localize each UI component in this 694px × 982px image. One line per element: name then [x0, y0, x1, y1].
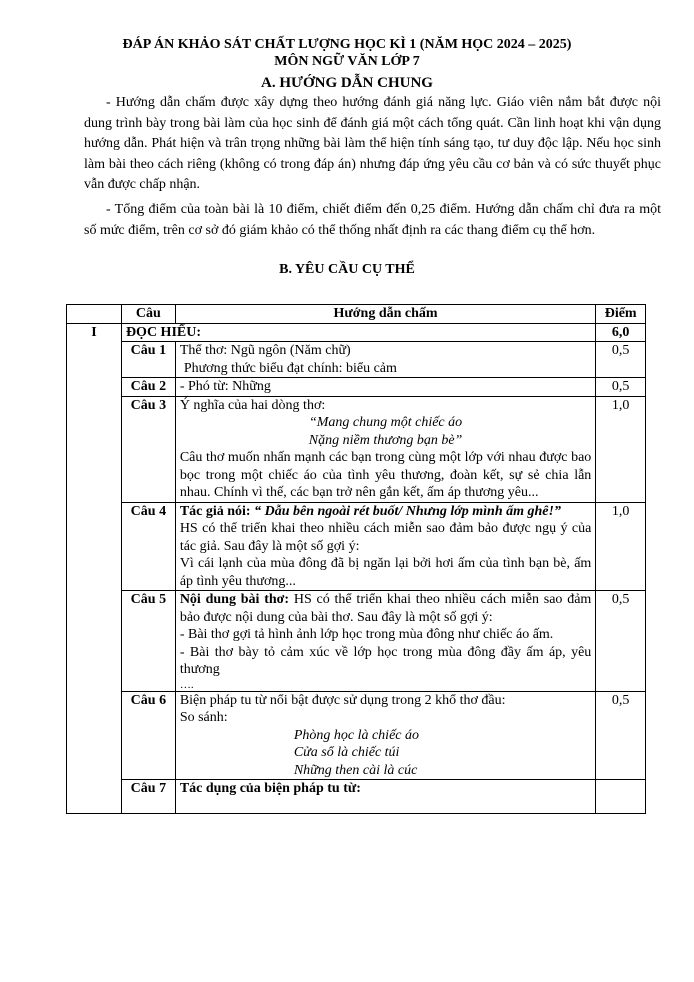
answer-cell [175, 780, 596, 814]
header-part [67, 305, 122, 324]
table-row [67, 378, 646, 397]
part-score: 6,0 [596, 323, 646, 342]
answer-line: Thể thơ: Ngũ ngôn (Năm chữ) [179, 343, 351, 358]
answer-bullet: - Bài thơ gợi tả hình ảnh lớp học trong mùa đông như chiếc áo ấm. [179, 627, 554, 642]
section-b-heading: B. YÊU CẦU CỤ THỂ [279, 262, 415, 277]
question-label: Câu 6 [121, 691, 175, 780]
answer-line: - Phó từ: Những [179, 379, 271, 394]
general-guidance-paragraph-1: - Hướng dẫn chấm được xây dựng theo hướng đánh giá năng lực. Giáo viên nắm bắt được nội dung trình bày trong bài làm của học sinh để đánh giá một cách tổng quát. Cần linh hoạt khi vận dụng hướng dẫn. Phát hiện và trân trọng những bài làm thể hiện tính sáng tạo, tư duy độc lập. Nếu học sinh làm bài theo cách riêng (không có trong đáp án) nhưng đáp ứng yêu cầu cơ bản và có sức thuyết phục vẫn được chấp nhận. [84, 95, 661, 192]
question-label: Câu 4 [121, 502, 175, 591]
answer-line: Phương thức biểu đạt chính: biểu cảm [183, 360, 397, 376]
general-guidance-paragraph-2: - Tổng điểm của toàn bài là 10 điểm, chiết điểm đến 0,25 điểm. Hướng dẫn chấm chỉ đưa ra một số mức điểm, trên cơ sở đó giám khảo có thể thống nhất định ra các thang điểm cụ thể hơn. [84, 202, 661, 238]
answer-line: Tác dụng của biện pháp tu từ: [179, 781, 361, 796]
scoring-table [66, 304, 646, 814]
verse-line: “Mang chung một chiếc áo [308, 415, 463, 430]
verse-line: Cửa sổ là chiếc túi [293, 745, 400, 760]
question-label: Câu 7 [121, 780, 175, 814]
answer-line: Ý nghĩa của hai dòng thơ: [179, 397, 326, 413]
table-row [67, 591, 646, 692]
question-label: Câu 5 [121, 591, 175, 692]
table-row [67, 780, 646, 814]
verse-line: Những then cài là cúc [293, 762, 418, 778]
section-a-heading: A. HƯỚNG DẪN CHUNG [261, 75, 433, 91]
header-question: Câu [121, 305, 175, 324]
table-row [67, 502, 646, 591]
answer-line: So sánh: [179, 710, 228, 725]
answer-quote: “ Dẫu bên ngoài rét buốt/ Nhưng lớp mình ấm ghê!” [254, 503, 561, 519]
answer-cell [175, 591, 596, 692]
part-title: ĐỌC HIỂU: [121, 323, 595, 342]
answer-intro: HS có thể triển khai theo nhiều cách miễn sao đảm bảo được nội dung của bài thơ. Sau đây là một số gợi ý: [179, 592, 592, 625]
question-label: Câu 3 [121, 396, 175, 502]
table-row [67, 691, 646, 780]
question-score: 1,0 [596, 502, 646, 591]
question-score: 0,5 [596, 378, 646, 397]
question-score [596, 780, 646, 814]
answer-lead: Tác giả nói: [179, 503, 255, 519]
answer-line: Biện pháp tu từ nổi bật được sử dụng trong 2 khổ thơ đầu: [179, 692, 506, 708]
answer-cell [175, 342, 596, 378]
question-score: 0,5 [596, 342, 646, 378]
verse-line: Nặng niềm thương bạn bè” [308, 432, 463, 448]
answer-cell [175, 691, 596, 780]
table-header-row [67, 305, 646, 324]
verse-line: Phòng học là chiếc áo [293, 727, 419, 743]
answer-bullet: - Bài thơ bày tỏ cảm xúc về lớp học trong mùa đông đầy ấm áp, yêu thương [179, 644, 592, 677]
header-guide: Hướng dẫn chấm [175, 305, 596, 324]
subject-title: MÔN NGỮ VĂN LỚP 7 [274, 54, 420, 69]
question-label: Câu 2 [121, 378, 175, 397]
answer-cell [175, 502, 596, 591]
table-row [67, 342, 646, 378]
answer-body: Vì cái lạnh của mùa đông đã bị ngăn lại bởi hơi ấm của tình bạn bè, ấm áp tình yêu thương... [179, 556, 592, 589]
question-score: 0,5 [596, 691, 646, 780]
answer-lead: Nội dung bài thơ: [179, 592, 290, 607]
table-row [67, 396, 646, 502]
answer-cell [175, 396, 596, 502]
question-score: 1,0 [596, 396, 646, 502]
table-row-part-i [67, 323, 646, 342]
header-score: Điểm [596, 305, 646, 324]
document-title: ĐÁP ÁN KHẢO SÁT CHẤT LƯỢNG HỌC KÌ 1 (NĂM HỌC 2024 – 2025) [122, 37, 572, 52]
question-score: 0,5 [596, 591, 646, 692]
answer-cell [175, 378, 596, 397]
answer-body: Câu thơ muốn nhấn mạnh các bạn trong cùng một lớp với nhau được bao bọc trong một chiếc áo của tình yêu thương, đoàn kết, sự sẻ chia lẫn nhau. Chính vì thế, các bạn trở nên gắn kết, ấm áp thương yêu... [179, 450, 592, 500]
part-number: I [67, 323, 122, 814]
answer-ellipsis: …. [179, 678, 194, 691]
answer-body: HS có thể triển khai theo nhiều cách miễn sao đảm bảo được ngụ ý của tác giả. Sau đây là một số gợi ý: [179, 521, 592, 554]
question-label: Câu 1 [121, 342, 175, 378]
